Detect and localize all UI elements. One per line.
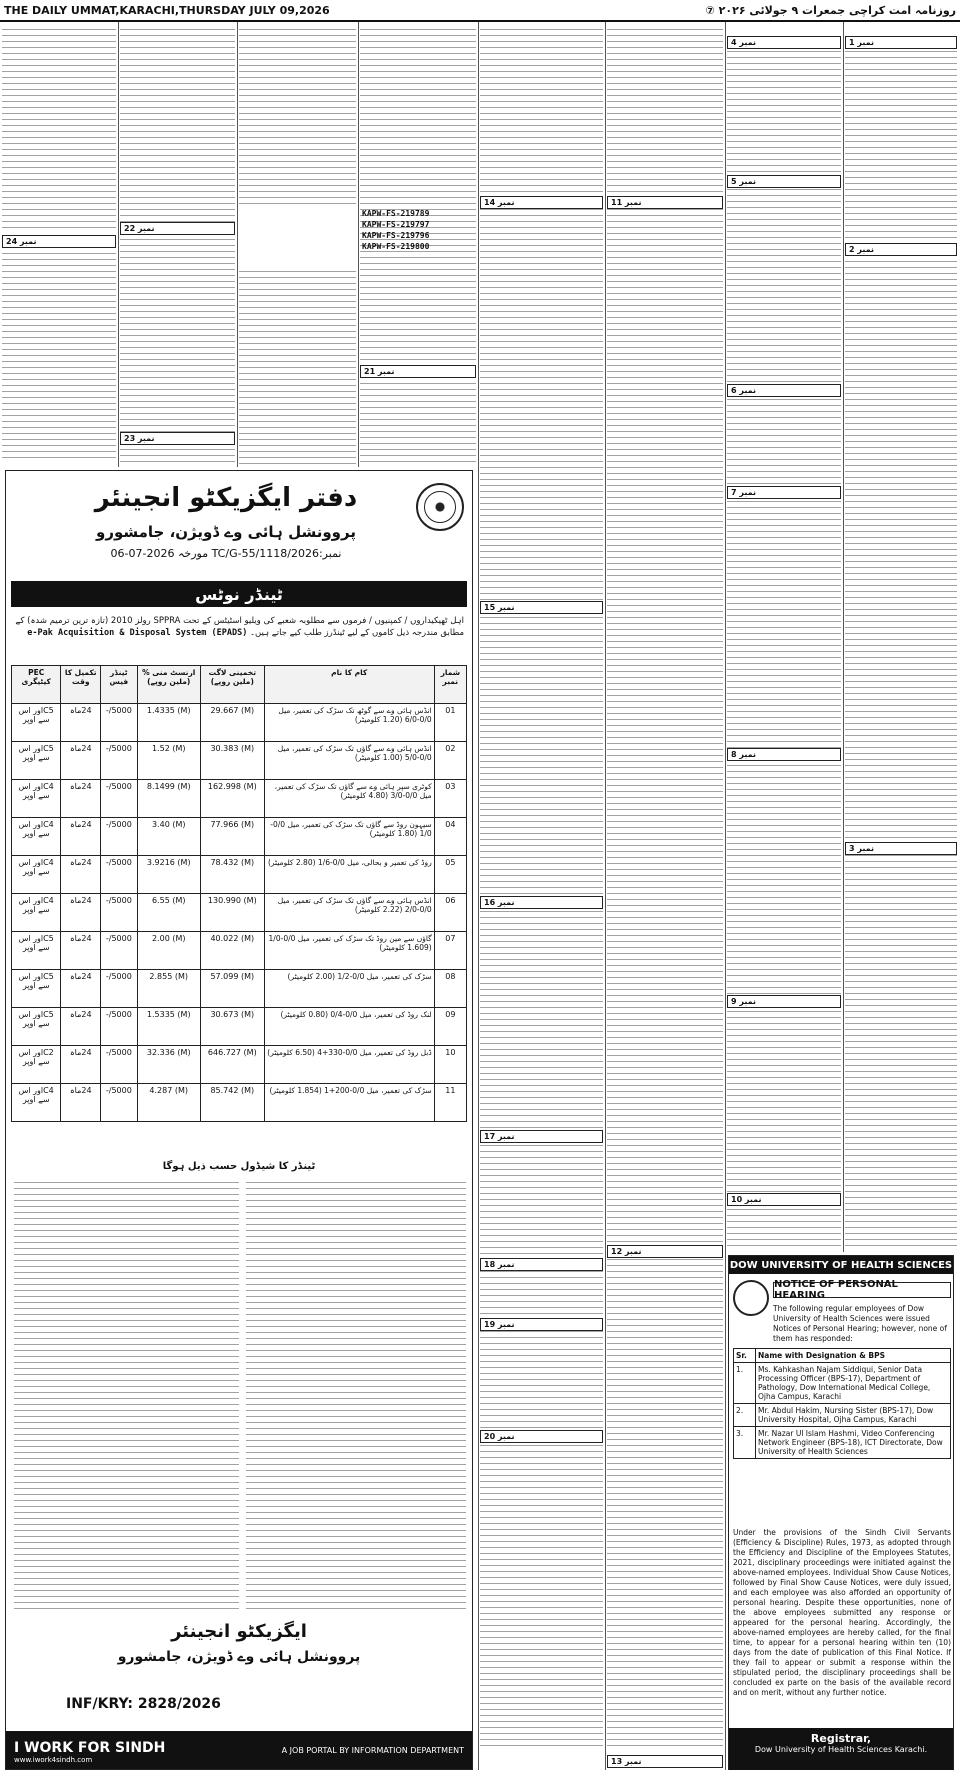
column-header: PEC کیٹیگری <box>12 666 61 704</box>
column-header: تکمیل کا وقت <box>61 666 101 704</box>
classified-number-chip: نمبر 11 <box>607 196 723 209</box>
tender-intro: اہل ٹھیکیداروں / کمپنیوں / فرموں سے مطلوبہ شعبے کی ویلیو اسٹیٹس کے تحت SPPRA رولز 2010 (تازہ ترین ترمیم شدہ) کے مطابق مندرجہ ذیل کاموں کے لیے ٹینڈرز طلب کیے جاتے ہیں۔ e-Pak Acquisition & Disposal System (EPADS) <box>15 616 464 638</box>
table-row: 08 سڑک کی تعمیر، میل 0/0-1/2 (2.00 کلومیٹر) (M) 57.099 (M) 2.855 5000/- 24ماہ C5اور اس سے اوپر <box>12 970 467 1008</box>
classified-number-chip: نمبر 5 <box>727 175 841 188</box>
table-row: 09 لنک روڈ کی تعمیر، میل 0/0-0/4 (0.80 کلومیٹر) (M) 30.673 (M) 1.5335 5000/- 24ماہ C5اور اس سے اوپر <box>12 1008 467 1046</box>
conditions-text-right <box>246 1179 466 1609</box>
table-row: 07 گاؤں سے مین روڈ تک سڑک کی تعمیر، میل 0/0-1/0 (1.609 کلومیٹر) (M) 40.022 (M) 2.00 5000/- 24ماہ C5اور اس سے اوپر <box>12 932 467 970</box>
tender-reference: نمبر:TC/G-55/1118/2026 مورخہ 2026-07-06 <box>110 547 342 560</box>
government-seal-icon <box>416 483 464 531</box>
iwork-banner <box>6 1731 472 1769</box>
classified-number-chip: نمبر 16 <box>480 896 603 909</box>
text-column <box>2 26 116 231</box>
classified-number-chip: نمبر 22 <box>120 222 235 235</box>
text-column <box>607 26 723 1746</box>
column-header: ارنسٹ منی % (ملین روپے) <box>137 666 200 704</box>
classified-number-chip: نمبر 1 <box>845 36 957 49</box>
classified-number-chip: نمبر 24 <box>2 235 116 248</box>
classified-number-chip: نمبر 4 <box>727 36 841 49</box>
table-row: 01 انڈس ہائی وے سے گوٹھ تک سڑک کی تعمیر، میل 0/0-6/0 (1.20 کلومیٹر) (M) 29.667 (M) 1.4335 5000/- 24ماہ C5اور اس سے اوپر <box>12 704 467 742</box>
column-rule <box>605 22 606 1770</box>
iwork-brand: I WORK FOR SINDH <box>14 1739 166 1756</box>
dow-body: Under the provisions of the Sindh Civil Servants (Efficiency & Discipline) Rules, 1973, as adopted through the Efficiency and Discipline of the Employees Statutes, 2021, disciplinary proceedings were initiated against the above-named employees. Individual Show Cause Notices, followed by Final Show Cause Notices, were duly issued, and each employee was also afforded an opportunity of personal hearing. Despite these opportunities, none of the above employees submitted any response or appeared for the personal hearing. Accordingly, the above-named employees are hereby called, for the final time, to appear for a personal hearing within ten (10) days from the date of publication of this Final Notice. If they fail to appear or submit a response within the stipulated period, the disciplinary proceedings shall be concluded ex parte on the basis of the available record and on merit, without any further notice. <box>733 1528 951 1697</box>
dow-intro: The following regular employees of Dow University of Health Sciences were issued Notices of Personal Hearing; however, none of them has responded: <box>773 1304 947 1343</box>
column-rule <box>118 22 119 467</box>
column-rule <box>358 22 359 467</box>
masthead-right: روزنامہ امت کراچی جمعرات ۹ جولائی ۲۰۲۶ ⑦ <box>705 3 956 17</box>
classified-number-chip: نمبر 10 <box>727 1193 841 1206</box>
university-seal-icon <box>733 1280 769 1316</box>
tender-title: دفتر ایگزیکٹو انجینئر <box>94 483 358 513</box>
dow-notice <box>728 1255 954 1770</box>
conditions-text-left <box>14 1179 239 1609</box>
classified-number-chip: نمبر 20 <box>480 1430 603 1443</box>
classified-number-chip: نمبر 3 <box>845 842 957 855</box>
column-rule <box>725 22 726 1770</box>
text-column <box>239 26 356 206</box>
column-header: Name with Designation & BPS <box>756 1349 951 1363</box>
classified-number-chip: نمبر 9 <box>727 995 841 1008</box>
signatory-division: پروونشل ہائی وے ڈویژن، جامشورو <box>117 1649 361 1665</box>
table-row: 02 انڈس ہائی وے سے گاؤں تک سڑک کی تعمیر، میل 0/0-5/0 (1.00 کلومیٹر) (M) 30.383 (M) 1.52 5000/- 24ماہ C5اور اس سے اوپر <box>12 742 467 780</box>
license-code: KAPW-FS-219796 <box>362 231 430 240</box>
tender-notice <box>5 470 473 1770</box>
classified-number-chip: نمبر 12 <box>607 1245 723 1258</box>
tender-table-header <box>12 666 467 704</box>
employee-table-header <box>734 1349 951 1363</box>
column-header: Sr. <box>734 1349 756 1363</box>
registrar-org: Dow University of Health Sciences Karachi. <box>754 1745 928 1754</box>
table-row: 10 ڈبل روڈ کی تعمیر، میل 0/0-330+4 (6.50 کلومیٹر) (M) 646.727 (M) 32.336 5000/- 24ماہ C2اور اس سے اوپر <box>12 1046 467 1084</box>
masthead-left: THE DAILY UMMAT,KARACHI,THURSDAY JULY 09,2026 <box>4 3 330 17</box>
text-column <box>845 48 957 1248</box>
license-code: KAPW-FS-219800 <box>362 242 430 251</box>
column-rule <box>237 22 238 467</box>
tender-subtitle: پروونشل ہائی وے ڈویژن، جامشورو <box>96 523 356 541</box>
text-column <box>120 26 235 466</box>
classified-number-chip: نمبر 13 <box>607 1755 723 1768</box>
column-header: ٹینڈر فیس <box>101 666 137 704</box>
classified-number-chip: نمبر 17 <box>480 1130 603 1143</box>
license-code: KAPW-FS-219797 <box>362 220 430 229</box>
column-header: شمار نمبر <box>434 666 466 704</box>
table-row: 2. Mr. Abdul Hakim, Nursing Sister (BPS-17), Dow University Hospital, Ojha Campus, Karachi <box>734 1404 951 1427</box>
tender-table <box>11 665 467 1122</box>
license-codes <box>362 208 474 252</box>
tender-notice-bar: ٹینڈر نوٹس <box>11 581 467 607</box>
table-row: 06 انڈس ہائی وے سے گاؤں تک سڑک کی تعمیر، میل 0/0-2/0 (2.22 کلومیٹر) (M) 130.990 (M) 6.55 5000/- 24ماہ C4اور اس سے اوپر <box>12 894 467 932</box>
employee-table <box>733 1348 951 1459</box>
iwork-portal-text: A JOB PORTAL BY INFORMATION DEPARTMENT <box>281 1745 464 1755</box>
signatory-title: ایگزیکٹو انجینئر <box>171 1621 307 1642</box>
table-row: 05 روڈ کی تعمیر و بحالی، میل 0/0-1/6 (2.80 کلومیٹر) (M) 78.432 (M) 3.9216 5000/- 24ماہ C4اور اس سے اوپر <box>12 856 467 894</box>
classified-number-chip: نمبر 18 <box>480 1258 603 1271</box>
classified-number-chip: نمبر 23 <box>120 432 235 445</box>
table-row: 03 کوٹری سپر ہائی وے سے گاؤں تک سڑک کی تعمیر، میل 0/0-3/0 (4.80 کلومیٹر) (M) 162.998 (M) 8.1499 5000/- 24ماہ C4اور اس سے اوپر <box>12 780 467 818</box>
epads-system: e-Pak Acquisition & Disposal System (EPADS) <box>27 628 248 638</box>
dow-notice-title: NOTICE OF PERSONAL HEARING <box>773 1282 951 1298</box>
conditions-title: ٹینڈر کا شیڈول حسب ذیل ہوگا <box>162 1161 316 1172</box>
classified-number-chip: نمبر 7 <box>727 486 841 499</box>
column-rule <box>843 22 844 1252</box>
classified-number-chip: نمبر 15 <box>480 601 603 614</box>
iwork-url[interactable]: www.iwork4sindh.com <box>14 1755 93 1764</box>
dow-header: DOW UNIVERSITY OF HEALTH SCIENCES <box>729 1256 953 1274</box>
license-code: KAPW-FS-219789 <box>362 209 430 218</box>
classified-number-chip: نمبر 6 <box>727 384 841 397</box>
classified-number-chip: نمبر 8 <box>727 748 841 761</box>
column-header: تخمینی لاگت (ملین روپے) <box>200 666 264 704</box>
registrar-title: Registrar, <box>810 1732 872 1745</box>
column-rule <box>478 22 479 1770</box>
classified-number-chip: نمبر 21 <box>360 365 476 378</box>
text-column <box>480 26 603 1746</box>
text-column <box>2 250 116 460</box>
text-column <box>727 48 841 1248</box>
classified-number-chip: نمبر 14 <box>480 196 603 209</box>
table-row: 3. Mr. Nazar Ul Islam Hashmi, Video Conferencing Network Engineer (BPS-18), ICT Directorate, Dow University of Health Sciences <box>734 1427 951 1459</box>
classified-number-chip: نمبر 2 <box>845 243 957 256</box>
table-row: 1. Ms. Kahkashan Najam Siddiqui, Senior Data Processing Officer (BPS-17), Department of Pathology, Dow International Medical College, Ojha Campus, Karachi <box>734 1363 951 1404</box>
classified-number-chip: نمبر 19 <box>480 1318 603 1331</box>
inf-number: INF/KRY: 2828/2026 <box>66 1696 221 1712</box>
dow-signature <box>729 1728 953 1770</box>
table-row: 11 سڑک کی تعمیر، میل 0/0-200+1 (1.854 کلومیٹر) (M) 85.742 (M) 4.287 5000/- 24ماہ C4اور اس سے اوپر <box>12 1084 467 1122</box>
table-row: 04 سیہون روڈ سے گاؤں تک سڑک کی تعمیر، میل 0/0-1/0 (1.80 کلومیٹر) (M) 77.966 (M) 3.40 5000/- 24ماہ C4اور اس سے اوپر <box>12 818 467 856</box>
column-header: کام کا نام <box>264 666 434 704</box>
masthead <box>0 0 960 22</box>
text-column <box>239 268 356 466</box>
